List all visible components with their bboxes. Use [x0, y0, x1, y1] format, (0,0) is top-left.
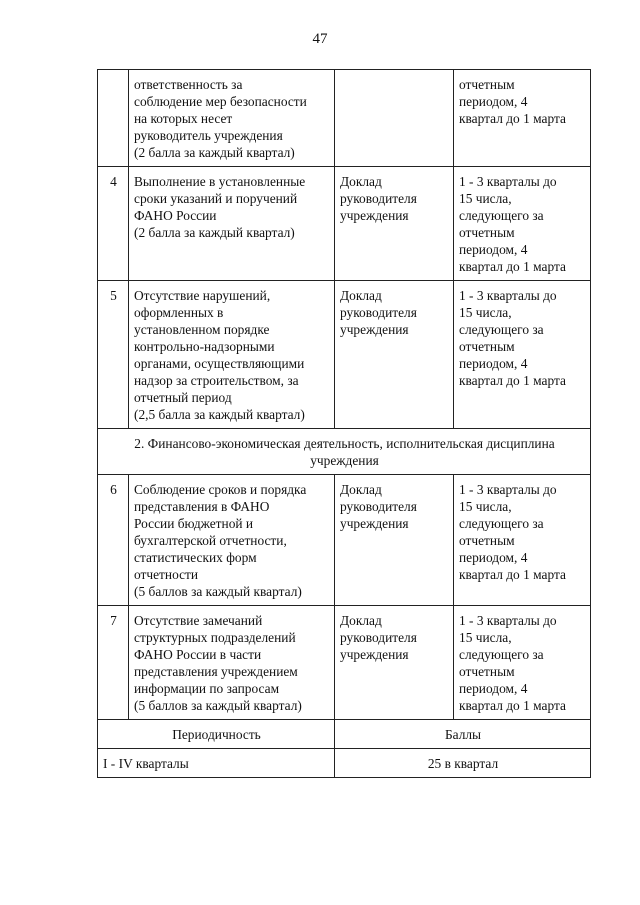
deadline-cell-line: квартал до 1 марта — [459, 698, 566, 713]
summary-header-left: Периодичность — [98, 720, 335, 749]
summary-row — [98, 749, 591, 778]
criterion-cell-line: бухгалтерской отчетности, — [134, 533, 287, 548]
row-number: 7 — [98, 606, 129, 720]
criterion-cell-line: ФАНО России — [134, 208, 217, 223]
criterion-cell-line: надзор за строительством, за — [134, 373, 299, 388]
source-cell-line: учреждения — [340, 647, 409, 662]
criterion-cell-line: (2 балла за каждый квартал) — [134, 145, 295, 160]
criterion-cell-line: сроки указаний и поручений — [134, 191, 298, 206]
deadline-cell-line: квартал до 1 марта — [459, 373, 566, 388]
criteria-table — [97, 69, 591, 778]
source-cell-line: Доклад — [340, 288, 382, 303]
deadline-cell-line: периодом, 4 — [459, 242, 528, 257]
source-cell — [335, 281, 454, 429]
criterion-cell-line: (5 баллов за каждый квартал) — [134, 698, 302, 713]
criterion-cell-line: Выполнение в установленные — [134, 174, 306, 189]
criterion-cell-line: ФАНО России в части — [134, 647, 262, 662]
criterion-cell-line: Отсутствие нарушений, — [134, 288, 271, 303]
deadline-cell-line: отчетным — [459, 533, 515, 548]
source-cell — [335, 475, 454, 606]
deadline-cell-line: периодом, 4 — [459, 681, 528, 696]
summary-header-right: Баллы — [335, 720, 591, 749]
deadline-cell — [454, 281, 591, 429]
deadline-cell-line: следующего за — [459, 208, 544, 223]
criterion-row — [98, 70, 591, 167]
deadline-cell — [454, 606, 591, 720]
deadline-cell-line: 15 числа, — [459, 191, 512, 206]
criterion-row — [98, 606, 591, 720]
source-cell-line: учреждения — [340, 516, 409, 531]
criterion-cell — [129, 281, 335, 429]
criterion-cell-line: статистических форм — [134, 550, 257, 565]
deadline-cell-line: 1 - 3 кварталы до — [459, 482, 557, 497]
criterion-cell-line: ответственность за — [134, 77, 243, 92]
deadline-cell-line: квартал до 1 марта — [459, 567, 566, 582]
deadline-cell-line: следующего за — [459, 322, 544, 337]
criterion-cell — [129, 475, 335, 606]
criterion-cell-line: представления учреждением — [134, 664, 298, 679]
deadline-cell-line: 15 числа, — [459, 499, 512, 514]
criterion-cell-line: на которых несет — [134, 111, 233, 126]
deadline-cell-line: отчетным — [459, 77, 515, 92]
source-cell-line: учреждения — [340, 322, 409, 337]
source-cell-line: учреждения — [340, 208, 409, 223]
summary-header — [98, 720, 591, 749]
row-number: 6 — [98, 475, 129, 606]
section-heading-line: 2. Финансово-экономическая деятельность, исполнительская дисциплина — [134, 436, 555, 451]
criterion-cell-line: Соблюдение сроков и порядка — [134, 482, 307, 497]
summary-row-left: I - IV кварталы — [98, 749, 335, 778]
deadline-cell-line: 15 числа, — [459, 305, 512, 320]
summary-row-right: 25 в квартал — [335, 749, 591, 778]
deadline-cell-line: квартал до 1 марта — [459, 259, 566, 274]
criterion-cell-line: органами, осуществляющими — [134, 356, 305, 371]
criterion-row — [98, 167, 591, 281]
row-number — [98, 70, 129, 167]
source-cell-line: Доклад — [340, 482, 382, 497]
deadline-cell — [454, 167, 591, 281]
deadline-cell-line: 1 - 3 кварталы до — [459, 613, 557, 628]
source-cell-line: руководителя — [340, 191, 417, 206]
deadline-cell-line: периодом, 4 — [459, 356, 528, 371]
criterion-cell-line: контрольно-надзорными — [134, 339, 275, 354]
deadline-cell-line: периодом, 4 — [459, 550, 528, 565]
criterion-cell-line: структурных подразделений — [134, 630, 296, 645]
source-cell-line: руководителя — [340, 305, 417, 320]
criterion-cell-line: информации по запросам — [134, 681, 280, 696]
criterion-cell — [129, 606, 335, 720]
source-cell — [335, 606, 454, 720]
deadline-cell-line: квартал до 1 марта — [459, 111, 566, 126]
criterion-row — [98, 475, 591, 606]
deadline-cell-line: периодом, 4 — [459, 94, 528, 109]
criterion-cell-line: установленном порядке — [134, 322, 270, 337]
criterion-row — [98, 281, 591, 429]
criterion-cell-line: Отсутствие замечаний — [134, 613, 263, 628]
criterion-cell-line: представления в ФАНО — [134, 499, 270, 514]
deadline-cell-line: следующего за — [459, 647, 544, 662]
page-number: 47 — [312, 31, 328, 47]
deadline-cell — [454, 70, 591, 167]
deadline-cell-line: 1 - 3 кварталы до — [459, 288, 557, 303]
deadline-cell-line: отчетным — [459, 664, 515, 679]
section-heading — [98, 429, 591, 475]
criterion-cell-line: отчетности — [134, 567, 199, 582]
deadline-cell-line: отчетным — [459, 225, 515, 240]
criterion-cell-line: соблюдение мер безопасности — [134, 94, 307, 109]
criterion-cell — [129, 70, 335, 167]
deadline-cell-line: следующего за — [459, 516, 544, 531]
row-number: 5 — [98, 281, 129, 429]
source-cell — [335, 167, 454, 281]
criterion-cell-line: отчетный период — [134, 390, 232, 405]
criterion-cell-line: России бюджетной и — [134, 516, 254, 531]
section-heading-line: учреждения — [310, 453, 379, 468]
row-number: 4 — [98, 167, 129, 281]
deadline-cell-line: 15 числа, — [459, 630, 512, 645]
criterion-cell-line: (5 баллов за каждый квартал) — [134, 584, 302, 599]
deadline-cell-line: 1 - 3 кварталы до — [459, 174, 557, 189]
source-cell-line: Доклад — [340, 174, 382, 189]
criterion-cell-line: оформленных в — [134, 305, 224, 320]
deadline-cell-line: отчетным — [459, 339, 515, 354]
criterion-cell — [129, 167, 335, 281]
source-cell — [335, 70, 454, 167]
source-cell-line: руководителя — [340, 499, 417, 514]
criterion-cell-line: (2,5 балла за каждый квартал) — [134, 407, 305, 422]
source-cell-line: Доклад — [340, 613, 382, 628]
deadline-cell — [454, 475, 591, 606]
section-row — [98, 429, 591, 475]
criterion-cell-line: руководитель учреждения — [134, 128, 283, 143]
criterion-cell-line: (2 балла за каждый квартал) — [134, 225, 295, 240]
source-cell-line: руководителя — [340, 630, 417, 645]
